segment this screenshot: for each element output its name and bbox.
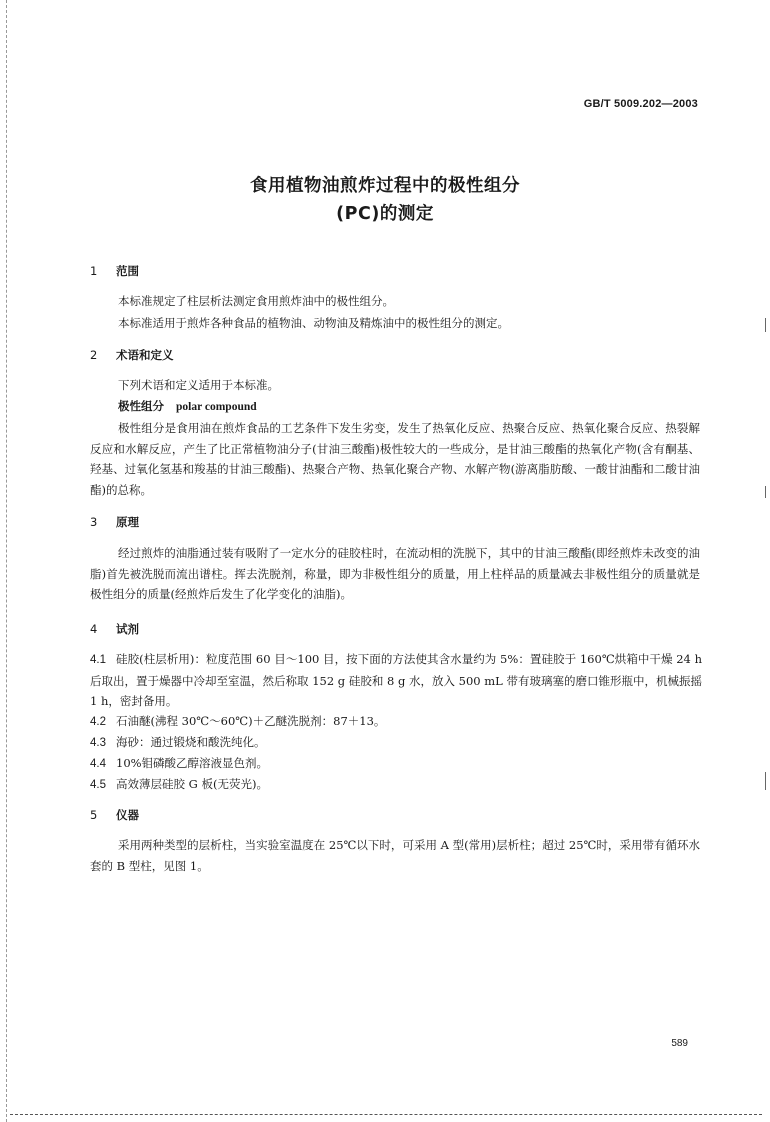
reagent-item — [90, 649, 702, 712]
document-title-line2: (PC)的测定 — [336, 204, 434, 224]
section-number: 5 — [90, 808, 98, 822]
section-number: 3 — [90, 515, 98, 529]
reagent-item — [90, 711, 702, 733]
reagent-item — [90, 732, 702, 754]
item-text: 石油醚(沸程 30℃～60℃)＋乙醚洗脱剂：87＋13。 — [116, 714, 386, 728]
reagent-item — [90, 753, 702, 775]
margin-mark — [765, 772, 766, 790]
section-number: 2 — [90, 348, 98, 362]
term-polar-compound — [118, 398, 257, 414]
apparatus-paragraph: 采用两种类型的层析柱，当实验室温度在 25℃以下时，可采用 A 型(常用)层析柱；超过 25℃时，采用带有循环水套的 B 型柱，见图 1。 — [90, 838, 700, 873]
section-heading-apparatus — [90, 807, 139, 823]
margin-mark — [765, 486, 766, 498]
section-heading-scope — [90, 263, 139, 279]
item-number: 4.1 — [90, 654, 106, 666]
section-heading-terms — [90, 347, 174, 363]
bottom-dashed-rule — [10, 1114, 762, 1115]
reagent-item — [90, 774, 702, 796]
item-text: 10%钼磷酸乙醇溶液显色剂。 — [116, 756, 269, 770]
page-left-edge-line — [6, 0, 7, 1122]
section-title: 仪器 — [116, 808, 139, 822]
item-text: 海砂：通过锻烧和酸洗纯化。 — [116, 735, 266, 749]
item-number: 4.3 — [90, 737, 106, 749]
term-chinese: 极性组分 — [118, 399, 164, 413]
section-title: 试剂 — [116, 622, 139, 636]
section-heading-reagents — [90, 621, 139, 637]
section-heading-principle — [90, 514, 139, 530]
term-english: polar compound — [176, 401, 257, 413]
document-title-line1: 食用植物油煎炸过程中的极性组分 — [250, 176, 520, 196]
item-number: 4.4 — [90, 758, 106, 770]
scope-paragraph-2: 本标准适用于煎炸各种食品的植物油、动物油及精炼油中的极性组分的测定。 — [118, 316, 509, 330]
item-number: 4.2 — [90, 716, 106, 728]
section-title: 术语和定义 — [116, 348, 174, 362]
page-number: 589 — [671, 1038, 688, 1049]
item-number: 4.5 — [90, 779, 106, 791]
term-definition: 极性组分是食用油在煎炸食品的工艺条件下发生劣变，发生了热氧化反应、热聚合反应、热氧化聚合反应、热裂解反应和水解反应，产生了比正常植物油分子(甘油三酸酯)极性较大的一些成分，是甘油三酸酯的热氧化产物(含有酮基、羟基、过氧化氢基和羧基的甘油三酸酯)、热聚合产物、热氧化聚合产物、水解产物(游离脂肪酸、一酸甘油酯和二酸甘油酯)的总称。 — [90, 421, 700, 497]
item-text: 硅胶(柱层析用)：粒度范围 60 目～100 目，按下面的方法使其含水量约为 5%：置硅胶于 160℃烘箱中干燥 24 h 后取出，置于燥器中冷却至室温，然后称取 152 g 硅胶和 8 g 水，放入 500 mL 带有玻璃塞的磨口锥形瓶中，机械振摇 1 h，密封备用。 — [90, 652, 702, 708]
terms-intro: 下列术语和定义适用于本标准。 — [118, 378, 279, 392]
section-title: 范围 — [116, 264, 139, 278]
principle-paragraph: 经过煎炸的油脂通过装有吸附了一定水分的硅胶柱时，在流动相的洗脱下，其中的甘油三酸酯(即经煎炸未改变的油脂)首先被洗脱而流出谱柱。挥去洗脱剂，称量，即为非极性组分的质量，用上柱样品的质量减去非极性组分的质量就是极性组分的质量(经煎炸后发生了化学变化的油脂)。 — [90, 546, 700, 601]
scope-paragraph-1: 本标准规定了柱层析法测定食用煎炸油中的极性组分。 — [118, 294, 394, 308]
section-number: 4 — [90, 622, 98, 636]
section-number: 1 — [90, 264, 98, 278]
item-text: 高效薄层硅胶 G 板(无荧光)。 — [116, 777, 268, 791]
standard-code: GB/T 5009.202—2003 — [583, 98, 698, 110]
section-title: 原理 — [116, 515, 139, 529]
margin-mark — [765, 318, 766, 332]
